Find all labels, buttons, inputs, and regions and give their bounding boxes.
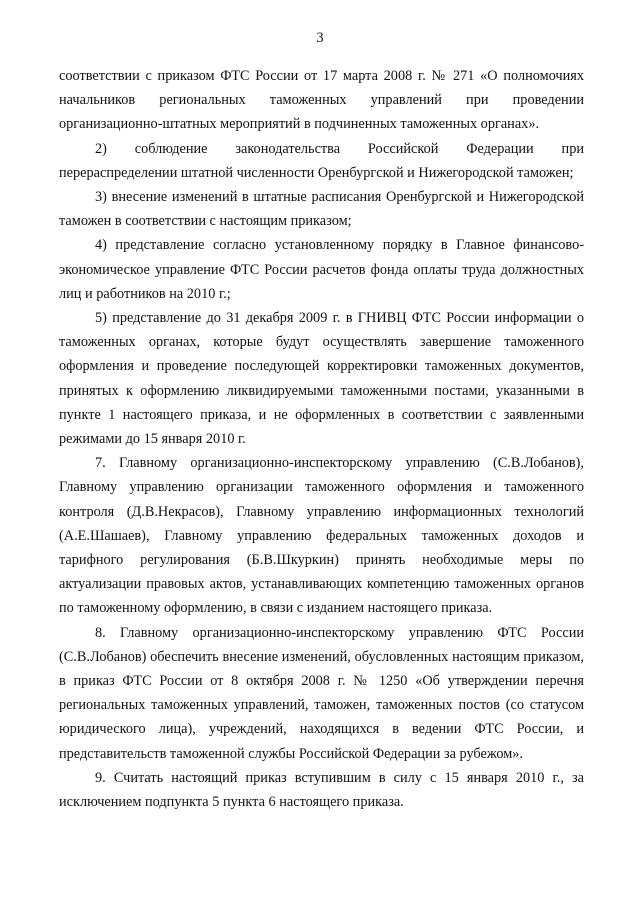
paragraph-point-9: 9. Считать настоящий приказ вступившим в силу с 15 января 2010 г., за исключением подпункта 5 пункта 6 настоящего приказа.	[59, 769, 584, 811]
paragraph-point-8: 8. Главному организационно-инспекторскому управлению ФТС России (С.В.Лобанов) обеспечить внесение изменений, обусловленных настоящим приказом, в приказ ФТС России от 8 октября 2008 г. № 1250 «Об утверждении перечня региональных таможенных управлений, таможен, таможенных постов (со статусом юридического лица), учреждений, находящихся в ведении ФТС России, и представительств таможенной службы Российской Федерации за рубежом».	[59, 624, 584, 762]
paragraph-item-5: 5) представление до 31 декабря 2009 г. в ГНИВЦ ФТС России информации о таможенных органах, которые будут осуществлять завершение таможенного оформления и проведение последующей корректировки таможенных документов, принятых к оформлению ликвидируемыми таможенными постами, указанными в пункте 1 настоящего приказа, и не оформленных в соответствии с заявленными режимами до 15 января 2010 г.	[59, 310, 584, 448]
paragraph-continuation: соответствии с приказом ФТС России от 17 марта 2008 г. № 271 «О полномочиях начальников региональных таможенных управлений при проведении организационно-штатных мероприятий в подчиненных таможенных органах».	[59, 68, 584, 133]
paragraph-item-4: 4) представление согласно установленному порядку в Главное финансово-экономическое управление ФТС России расчетов фонда оплаты труда должностных лиц и работников на 2010 г.;	[59, 237, 584, 302]
page-number: 3	[316, 30, 324, 46]
document-body	[59, 64, 584, 814]
paragraph-item-2: 2) соблюдение законодательства Российской Федерации при перераспределении штатной численности Оренбургской и Нижегородской таможен;	[59, 140, 584, 181]
paragraph-item-3: 3) внесение изменений в штатные расписания Оренбургской и Нижегородской таможен в соответствии с настоящим приказом;	[59, 189, 584, 230]
paragraph-point-7: 7. Главному организационно-инспекторскому управлению (С.В.Лобанов), Главному управлению организации таможенного оформления и таможенного контроля (Д.В.Некрасов), Главному управлению информационных технологий (А.Е.Шашаев), Главному управлению федеральных таможенных доходов и тарифного регулирования (Б.В.Шкуркин) принять необходимые меры по актуализации правовых актов, устанавливающих компетенцию таможенных органов по таможенному оформлению, в связи с изданием настоящего приказа.	[59, 455, 584, 617]
